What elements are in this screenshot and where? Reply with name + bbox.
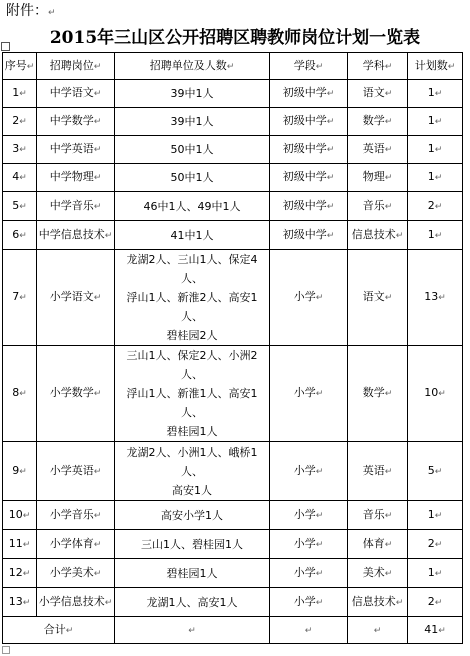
row-no: 6↵ bbox=[3, 221, 37, 250]
row-post: 小学数学↵ bbox=[37, 346, 115, 442]
unit-line: 龙湖1人、高安1人 bbox=[146, 595, 238, 609]
row-no: 4↵ bbox=[3, 164, 37, 192]
table-row bbox=[3, 250, 463, 346]
row-stage: 小学↵ bbox=[270, 250, 348, 346]
total-label: 合计↵ bbox=[3, 617, 115, 644]
header-post: 招聘岗位↵ bbox=[37, 53, 115, 80]
table-row bbox=[3, 221, 463, 250]
row-units bbox=[115, 442, 270, 501]
row-count: 2↵ bbox=[408, 588, 463, 617]
table-row bbox=[3, 192, 463, 221]
row-stage: 初级中学↵ bbox=[270, 192, 348, 221]
row-no: 5↵ bbox=[3, 192, 37, 221]
row-subject: 美术↵ bbox=[348, 559, 408, 588]
table-row bbox=[3, 164, 463, 192]
header-subject: 学科↵ bbox=[348, 53, 408, 80]
row-no: 2↵ bbox=[3, 108, 37, 136]
row-units bbox=[115, 501, 270, 530]
header-count: 计划数↵ bbox=[408, 53, 463, 80]
row-stage: 初级中学↵ bbox=[270, 80, 348, 108]
row-post: 小学体育↵ bbox=[37, 530, 115, 559]
unit-line: 高安1人 bbox=[172, 483, 212, 497]
unit-line: 碧桂园1人 bbox=[166, 566, 218, 580]
row-units bbox=[115, 80, 270, 108]
row-stage: 初级中学↵ bbox=[270, 221, 348, 250]
row-post: 小学信息技术↵ bbox=[37, 588, 115, 617]
row-no: 3↵ bbox=[3, 136, 37, 164]
row-units bbox=[115, 530, 270, 559]
row-subject: 信息技术↵ bbox=[348, 588, 408, 617]
table-row bbox=[3, 501, 463, 530]
row-no: 7↵ bbox=[3, 250, 37, 346]
row-stage: 小学↵ bbox=[270, 588, 348, 617]
row-count: 2↵ bbox=[408, 530, 463, 559]
page-title: 2015年三山区公开招聘区聘教师岗位计划一览表 bbox=[49, 28, 421, 48]
row-subject: 体育↵ bbox=[348, 530, 408, 559]
recruitment-table bbox=[2, 52, 463, 644]
row-stage: 小学↵ bbox=[270, 346, 348, 442]
unit-line: 龙湖2人、小洲1人、峨桥1人、 bbox=[126, 445, 258, 478]
row-post: 中学物理↵ bbox=[37, 164, 115, 192]
unit-line: 39中1人 bbox=[170, 87, 214, 100]
row-units bbox=[115, 164, 270, 192]
row-post: 中学数学↵ bbox=[37, 108, 115, 136]
row-subject: 语文↵ bbox=[348, 80, 408, 108]
unit-line: 碧桂园2人 bbox=[166, 329, 218, 342]
unit-line: 50中1人 bbox=[170, 143, 214, 156]
table-row bbox=[3, 136, 463, 164]
row-count: 1↵ bbox=[408, 108, 463, 136]
paragraph-marker bbox=[2, 646, 10, 654]
row-units bbox=[115, 108, 270, 136]
row-count: 1↵ bbox=[408, 164, 463, 192]
row-post: 小学美术↵ bbox=[37, 559, 115, 588]
unit-line: 浮山1人、新淮2人、高安1人、 bbox=[126, 291, 258, 323]
row-subject: 数学↵ bbox=[348, 108, 408, 136]
total-empty-units: ↵ bbox=[115, 617, 270, 644]
row-post: 中学语文↵ bbox=[37, 80, 115, 108]
row-stage: 初级中学↵ bbox=[270, 136, 348, 164]
row-count: 1↵ bbox=[408, 80, 463, 108]
row-stage: 小学↵ bbox=[270, 530, 348, 559]
unit-line: 39中1人 bbox=[170, 115, 214, 128]
unit-line: 三山1人、碧桂园1人 bbox=[141, 537, 243, 551]
unit-line: 碧桂园1人 bbox=[166, 425, 218, 438]
row-no: 13↵ bbox=[3, 588, 37, 617]
row-stage: 小学↵ bbox=[270, 442, 348, 501]
row-count: 1↵ bbox=[408, 559, 463, 588]
row-stage: 初级中学↵ bbox=[270, 108, 348, 136]
unit-line: 三山1人、保定2人、小洲2人、 bbox=[126, 349, 258, 381]
unit-line: 41中1人 bbox=[170, 228, 214, 242]
row-units bbox=[115, 221, 270, 250]
table-row bbox=[3, 559, 463, 588]
row-no: 10↵ bbox=[3, 501, 37, 530]
row-no: 9↵ bbox=[3, 442, 37, 501]
row-count: 13↵ bbox=[408, 250, 463, 346]
total-row bbox=[3, 617, 463, 644]
header-units: 招聘单位及人数↵ bbox=[115, 53, 270, 80]
row-subject: 语文↵ bbox=[348, 250, 408, 346]
unit-line: 高安小学1人 bbox=[161, 508, 223, 522]
unit-line: 龙湖2人、三山1人、保定4人、 bbox=[126, 253, 258, 285]
table-row bbox=[3, 108, 463, 136]
row-count: 10↵ bbox=[408, 346, 463, 442]
row-post: 中学英语↵ bbox=[37, 136, 115, 164]
row-count: 1↵ bbox=[408, 501, 463, 530]
row-subject: 音乐↵ bbox=[348, 192, 408, 221]
row-units bbox=[115, 559, 270, 588]
header-stage: 学段↵ bbox=[270, 53, 348, 80]
table-body bbox=[3, 80, 463, 644]
row-post: 中学音乐↵ bbox=[37, 192, 115, 221]
row-subject: 物理↵ bbox=[348, 164, 408, 192]
table-row bbox=[3, 80, 463, 108]
row-count: 1↵ bbox=[408, 221, 463, 250]
table-row bbox=[3, 588, 463, 617]
row-no: 12↵ bbox=[3, 559, 37, 588]
row-stage: 小学↵ bbox=[270, 559, 348, 588]
row-subject: 英语↵ bbox=[348, 442, 408, 501]
row-units bbox=[115, 346, 270, 442]
row-no: 11↵ bbox=[3, 530, 37, 559]
total-empty-subject: ↵ bbox=[348, 617, 408, 644]
table-header-row bbox=[3, 53, 463, 80]
row-stage: 初级中学↵ bbox=[270, 164, 348, 192]
row-no: 1↵ bbox=[3, 80, 37, 108]
unit-line: 浮山1人、新淮1人、高安1人、 bbox=[126, 387, 258, 419]
table-row bbox=[3, 346, 463, 442]
row-no: 8↵ bbox=[3, 346, 37, 442]
row-post: 中学信息技术↵ bbox=[37, 221, 115, 250]
row-subject: 信息技术↵ bbox=[348, 221, 408, 250]
row-subject: 数学↵ bbox=[348, 346, 408, 442]
row-count: 1↵ bbox=[408, 136, 463, 164]
row-count: 2↵ bbox=[408, 192, 463, 221]
row-post: 小学音乐↵ bbox=[37, 501, 115, 530]
row-units bbox=[115, 588, 270, 617]
table-row bbox=[3, 530, 463, 559]
row-stage: 小学↵ bbox=[270, 501, 348, 530]
total-count: 41↵ bbox=[408, 617, 463, 644]
table-row bbox=[3, 442, 463, 501]
attachment-label: 附件：↵ bbox=[6, 3, 56, 19]
unit-line: 46中1人、49中1人 bbox=[143, 199, 241, 213]
row-subject: 英语↵ bbox=[348, 136, 408, 164]
total-empty-stage: ↵ bbox=[270, 617, 348, 644]
row-subject: 音乐↵ bbox=[348, 501, 408, 530]
unit-line: 50中1人 bbox=[170, 171, 214, 184]
row-post: 小学英语↵ bbox=[37, 442, 115, 501]
row-post: 小学语文↵ bbox=[37, 250, 115, 346]
row-units bbox=[115, 136, 270, 164]
row-units bbox=[115, 250, 270, 346]
row-units bbox=[115, 192, 270, 221]
header-no: 序号↵ bbox=[3, 53, 37, 80]
row-count: 5↵ bbox=[408, 442, 463, 501]
